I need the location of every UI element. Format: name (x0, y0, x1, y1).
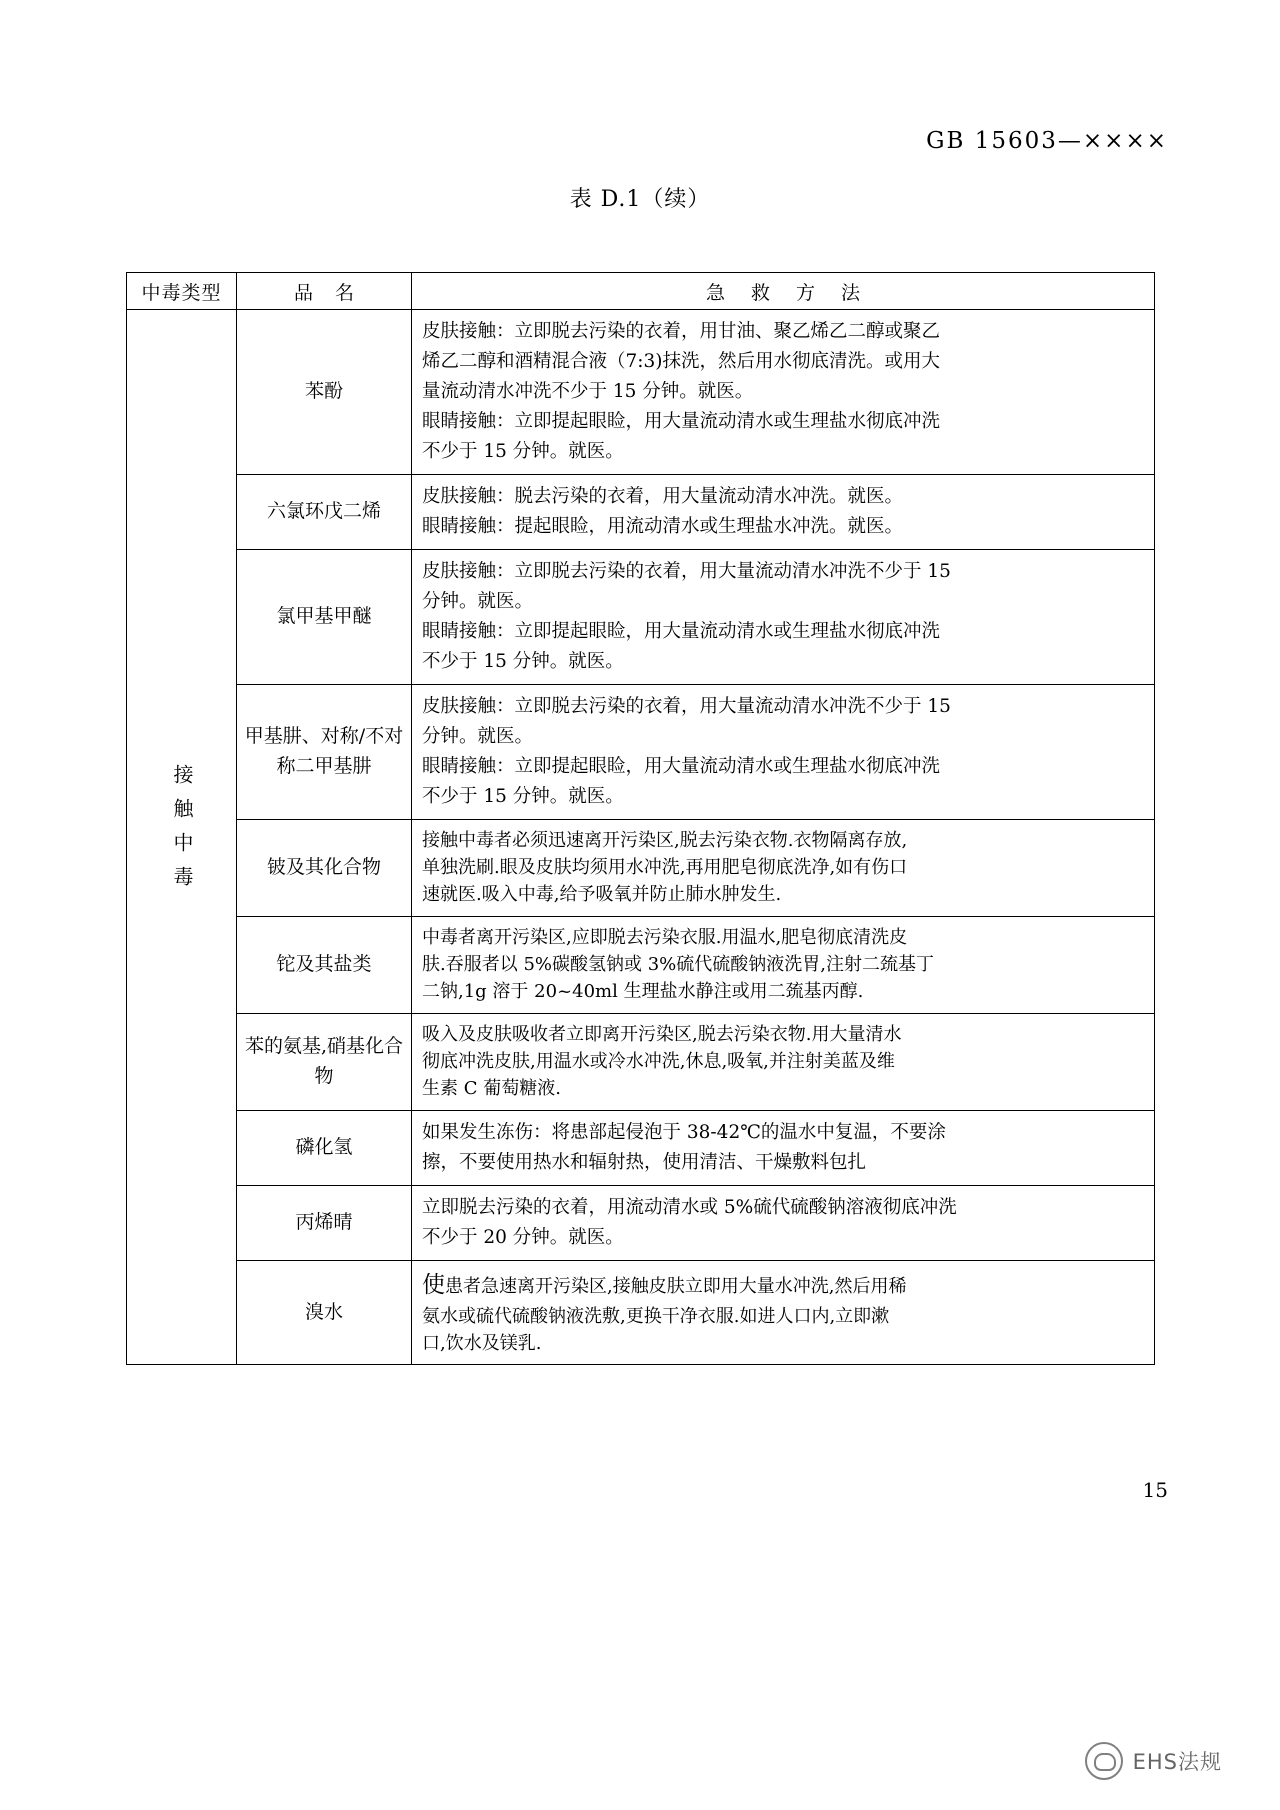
table-row (127, 549, 1155, 684)
wechat-logo-icon (1085, 1742, 1123, 1780)
method-line: 烯乙二醇和酒精混合液（7:3)抹洗，然后用水彻底清洗。或用大 (422, 350, 940, 372)
first-aid-method-cell (412, 474, 1155, 549)
table-row (127, 819, 1155, 916)
table-row (127, 1260, 1155, 1365)
product-name-cell: 六氯环戊二烯 (237, 474, 412, 549)
table-row (127, 1185, 1155, 1260)
table-row (127, 684, 1155, 819)
method-line: 眼睛接触：立即提起眼睑，用大量流动清水或生理盐水彻底冲洗 (422, 620, 941, 642)
method-line: 吸入及皮肤吸收者立即离开污染区,脱去污染衣物.用大量清水 (422, 1023, 902, 1045)
product-name-cell: 溴水 (237, 1260, 412, 1365)
method-line: 使患者急速离开污染区,接触皮肤立即用大量水冲洗,然后用稀 (422, 1271, 907, 1298)
method-line: 如果发生冻伤：将患部起侵泡于 38-42℃的温水中复温，不要涂 (422, 1121, 946, 1143)
method-line: 氨水或硫代硫酸钠液洗敷,更换干净衣服.如进人口内,立即漱 (422, 1305, 890, 1327)
table-row (127, 310, 1155, 475)
method-line: 不少于 20 分钟。就医。 (422, 1226, 624, 1248)
product-name-cell: 铊及其盐类 (237, 916, 412, 1013)
method-line: 量流动清水冲洗不少于 15 分钟。就医。 (422, 380, 754, 402)
table-row (127, 916, 1155, 1013)
first-aid-method-cell (412, 1110, 1155, 1185)
watermark (1085, 1742, 1222, 1780)
method-line: 皮肤接触：立即脱去污染的衣着，用甘油、聚乙烯乙二醇或聚乙 (422, 321, 941, 342)
method-line: 眼睛接触：立即提起眼睑，用大量流动清水或生理盐水彻底冲洗 (422, 410, 941, 432)
watermark-label: EHS法规 (1132, 1750, 1222, 1774)
first-aid-method-cell (412, 1260, 1155, 1365)
first-aid-method-cell (412, 684, 1155, 819)
method-line: 不少于 15 分钟。就医。 (422, 785, 624, 807)
method-line: 接触中毒者必须迅速离开污染区,脱去污染衣物.衣物隔离存放, (422, 829, 908, 851)
table-row (127, 1110, 1155, 1185)
method-line: 皮肤接触：立即脱去污染的衣着，用大量流动清水冲洗不少于 15 (422, 560, 951, 582)
product-name-cell: 氯甲基甲醚 (237, 549, 412, 684)
product-name-cell: 磷化氢 (237, 1110, 412, 1185)
table-header-row (127, 273, 1155, 310)
product-name-cell: 苯的氨基,硝基化合物 (237, 1013, 412, 1110)
method-line: 不少于 15 分钟。就医。 (422, 440, 624, 462)
standard-code-header: GB 15603—×××× (926, 128, 1168, 154)
first-aid-table (126, 272, 1155, 1365)
poisoning-type-label: 接触中毒 (170, 763, 194, 900)
product-name-cell: 苯酚 (237, 310, 412, 475)
product-name-cell: 甲基肼、对称/不对称二甲基肼 (237, 684, 412, 819)
column-header-poisoning-type: 中毒类型 (127, 273, 237, 310)
method-line: 生素 C 葡萄糖液. (422, 1078, 561, 1100)
column-header-product-name: 品 名 (237, 273, 412, 310)
method-line: 分钟。就医。 (422, 590, 534, 612)
method-line: 速就医.吸入中毒,给予吸氧并防止肺水肿发生. (422, 884, 782, 906)
method-line: 不少于 15 分钟。就医。 (422, 650, 624, 672)
column-header-first-aid-method: 急 救 方 法 (412, 273, 1155, 310)
first-aid-method-cell (412, 549, 1155, 684)
table-row (127, 474, 1155, 549)
first-aid-method-cell (412, 1013, 1155, 1110)
table-title: 表 D.1（续） (569, 187, 711, 212)
method-line: 皮肤接触：立即脱去污染的衣着，用大量流动清水冲洗不少于 15 (422, 695, 951, 717)
method-line: 肤.吞服者以 5%碳酸氢钠或 3%硫代硫酸钠液洗胃,注射二巯基丁 (422, 953, 934, 975)
method-line: 口,饮水及镁乳. (422, 1332, 542, 1354)
first-aid-method-cell (412, 1185, 1155, 1260)
method-line: 皮肤接触：脱去污染的衣着，用大量流动清水冲洗。就医。 (422, 485, 904, 507)
method-line: 立即脱去污染的衣着，用流动清水或 5%硫代硫酸钠溶液彻底冲洗 (422, 1196, 957, 1218)
first-aid-method-cell (412, 819, 1155, 916)
method-line: 分钟。就医。 (422, 725, 534, 747)
product-name-cell: 丙烯晴 (237, 1185, 412, 1260)
poisoning-type-cell (127, 310, 237, 1365)
first-aid-method-cell (412, 310, 1155, 475)
method-line: 擦，不要使用热水和辐射热，使用清洁、干燥敷料包扎 (422, 1151, 867, 1173)
method-line: 彻底冲洗皮肤,用温水或冷水冲洗,休息,吸氧,并注射美蓝及维 (422, 1051, 895, 1073)
method-line: 二钠,1g 溶于 20~40ml 生理盐水静注或用二巯基丙醇. (422, 981, 864, 1003)
table-row (127, 1013, 1155, 1110)
first-aid-method-cell (412, 916, 1155, 1013)
product-name-cell: 铍及其化合物 (237, 819, 412, 916)
page-number: 15 (1142, 1478, 1168, 1502)
method-line: 单独洗刷.眼及皮肤均须用水冲洗,再用肥皂彻底洗净,如有伤口 (422, 856, 908, 878)
method-line: 眼睛接触：提起眼睑，用流动清水或生理盐水冲洗。就医。 (422, 515, 904, 537)
method-line: 中毒者离开污染区,应即脱去污染衣服.用温水,肥皂彻底清洗皮 (422, 926, 908, 948)
method-line: 眼睛接触：立即提起眼睑，用大量流动清水或生理盐水彻底冲洗 (422, 755, 941, 777)
